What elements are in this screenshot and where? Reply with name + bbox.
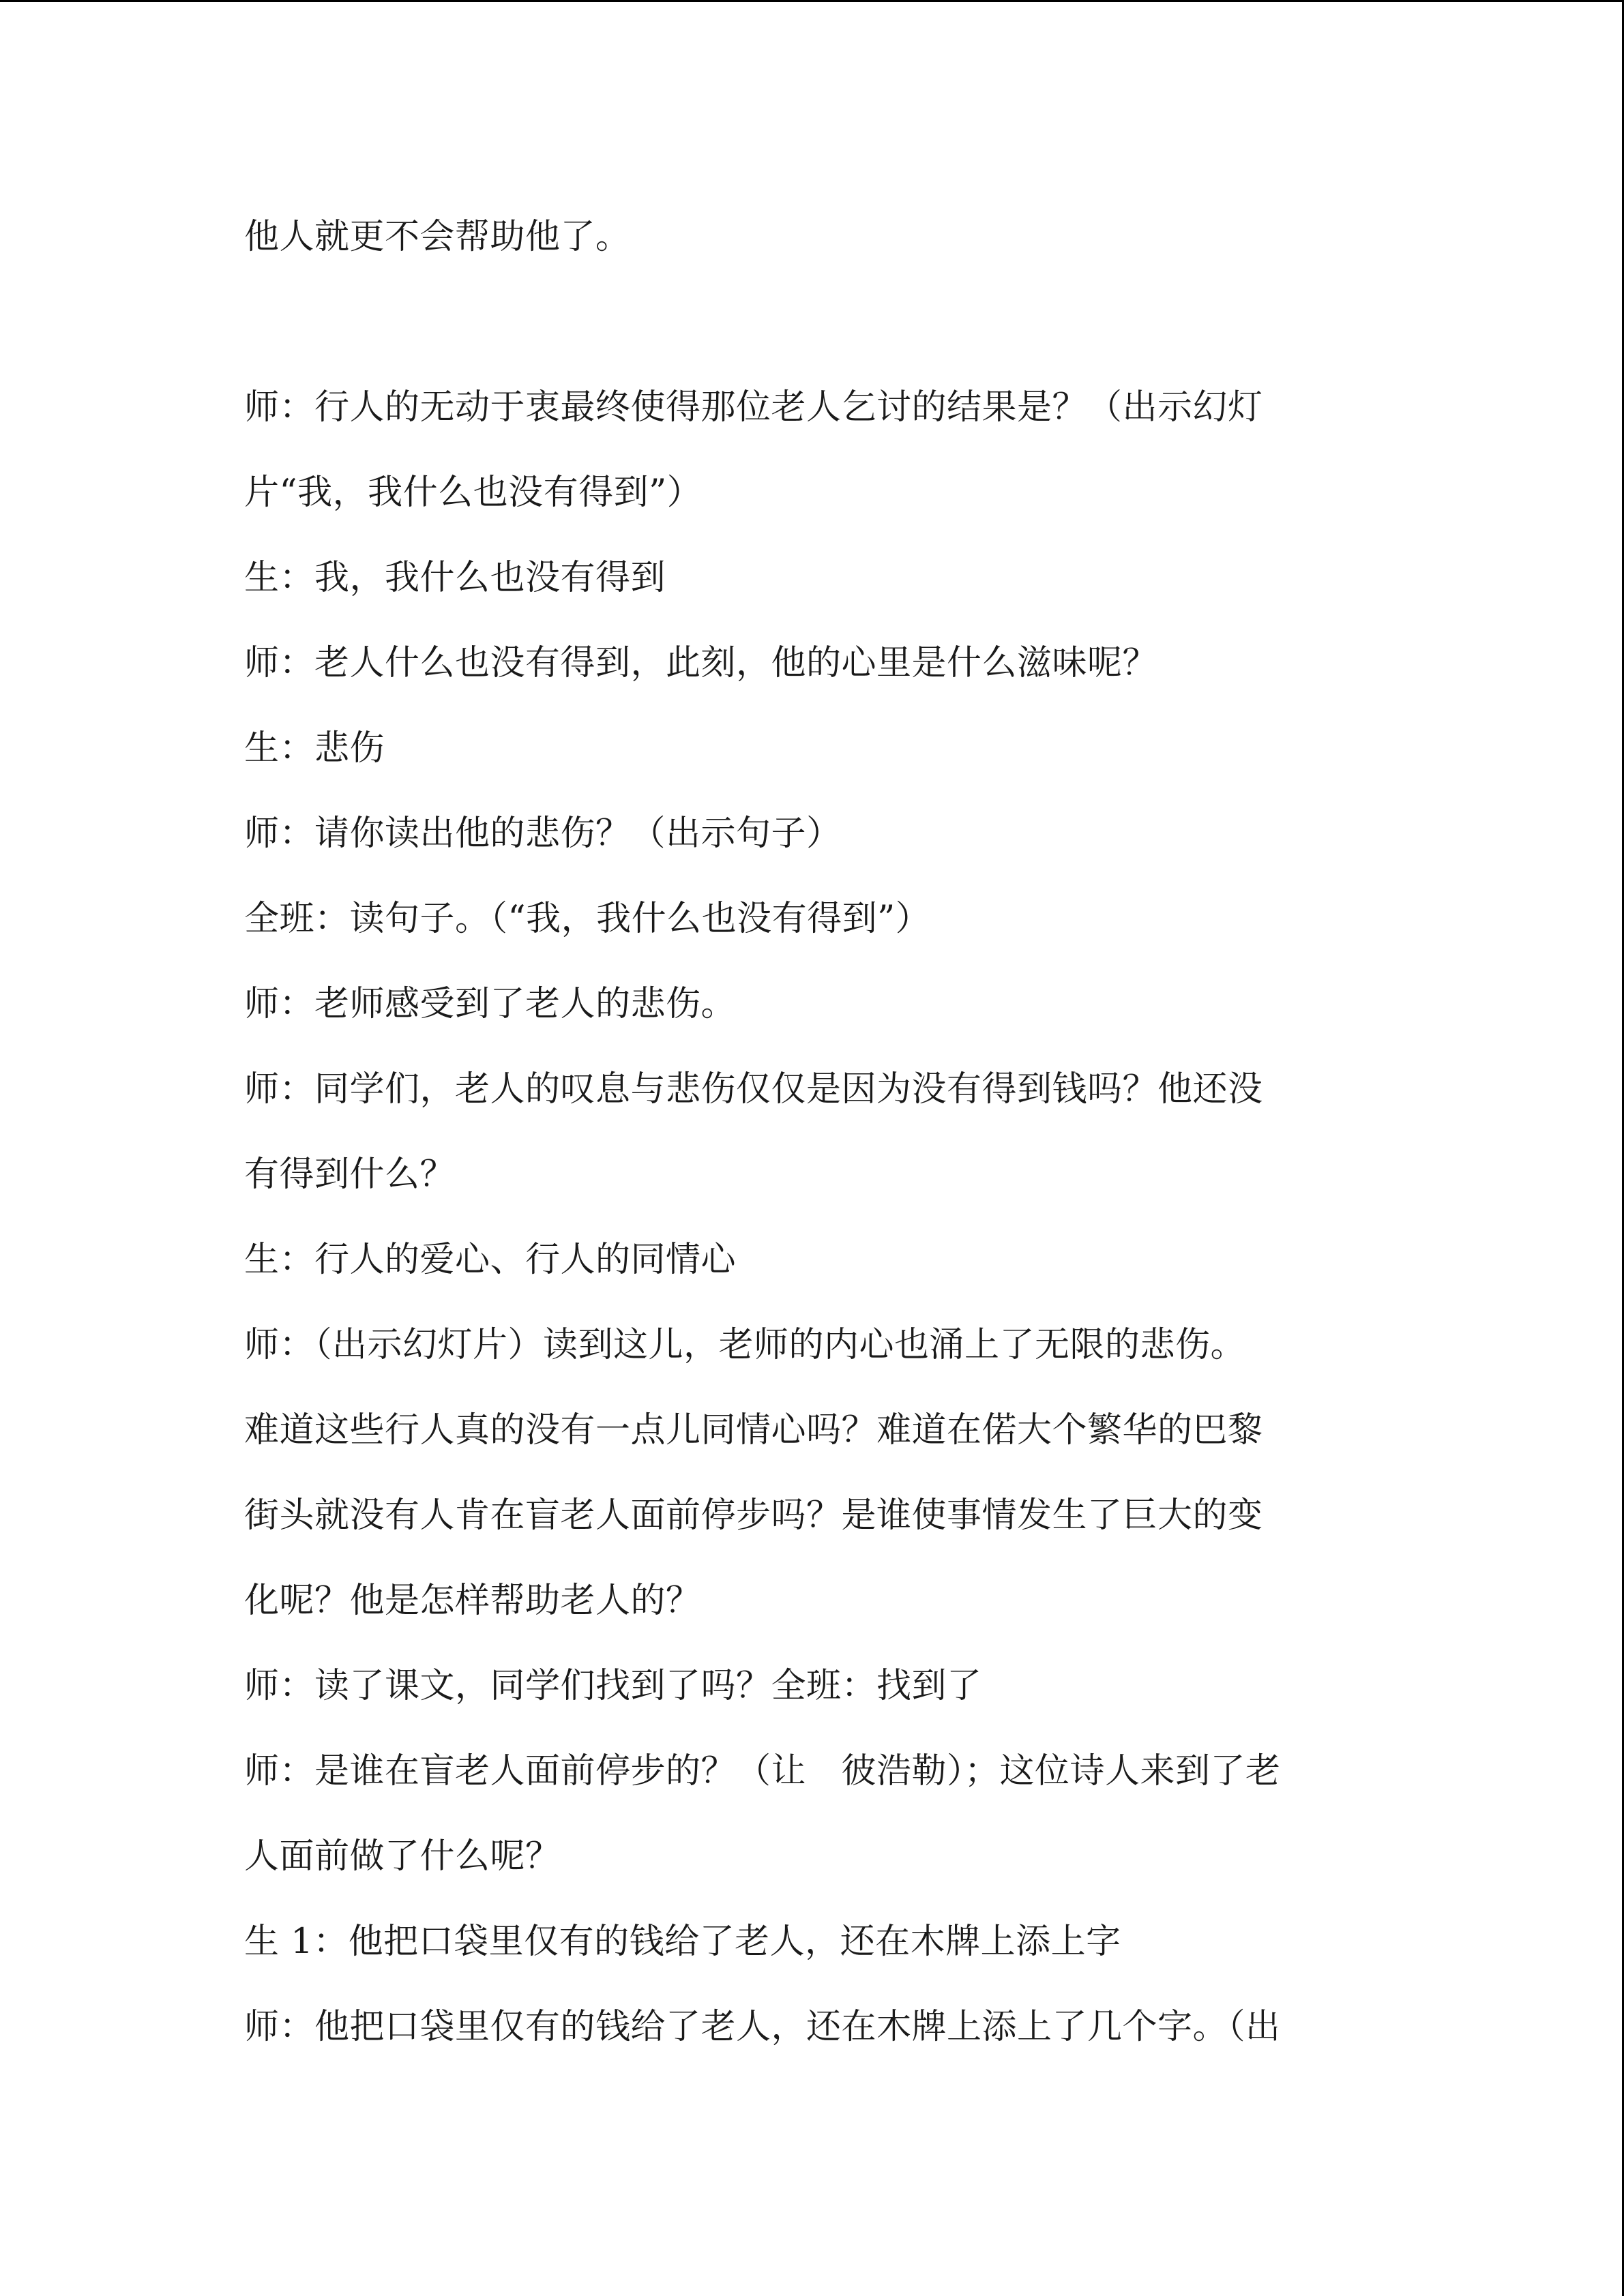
paragraph-line: 化呢？他是怎样帮助老人的？ (244, 1581, 701, 1621)
paragraph-line: 片“我，我什么也没有得到”） (244, 473, 703, 513)
paragraph-line: 师：请你读出他的悲伤？（出示句子） (244, 814, 842, 854)
paragraph-line: 师：读了课文，同学们找到了吗？全班：找到了 (244, 1666, 982, 1706)
paragraph-line: 他人就更不会帮助他了。 (244, 217, 631, 257)
paragraph-line: 难道这些行人真的没有一点儿同情心吗？难道在偌大个繁华的巴黎 (244, 1410, 1263, 1450)
paragraph-line: 师：（出示幻灯片）读到这儿，老师的内心也涌上了无限的悲伤。 (244, 1325, 1246, 1365)
paragraph-line: 生：我，我什么也没有得到 (244, 558, 666, 598)
paragraph-line: 生 1：他把口袋里仅有的钱给了老人，还在木牌上添上字 (244, 1922, 1121, 1962)
paragraph-line: 师：他把口袋里仅有的钱给了老人，还在木牌上添上了几个字。（出 (244, 2007, 1281, 2047)
paragraph-line: 人面前做了什么呢？ (244, 1836, 561, 1877)
paragraph-line: 全班：读句子。（“我，我什么也没有得到”） (244, 899, 931, 939)
paragraph-line: 街头就没有人肯在盲老人面前停步吗？是谁使事情发生了巨大的变 (244, 1495, 1263, 1536)
paragraph-line: 师：行人的无动于衷最终使得那位老人乞讨的结果是？（出示幻灯 (244, 387, 1263, 428)
paragraph-line: 生：行人的爱心、行人的同情心 (244, 1240, 737, 1280)
document-page (244, 0, 1390, 2296)
paragraph-line: 师：是谁在盲老人面前停步的？（让 彼浩勒）；这位诗人来到了老 (244, 1751, 1281, 1791)
paragraph-line: 有得到什么？ (244, 1154, 456, 1195)
paragraph-line: 师：同学们，老人的叹息与悲伤仅仅是因为没有得到钱吗？他还没 (244, 1069, 1263, 1109)
paragraph-line: 生：悲伤 (244, 728, 385, 769)
paragraph-line: 师：老人什么也没有得到，此刻，他的心里是什么滋味呢？ (244, 643, 1158, 683)
paragraph-line: 师：老师感受到了老人的悲伤。 (244, 984, 737, 1024)
